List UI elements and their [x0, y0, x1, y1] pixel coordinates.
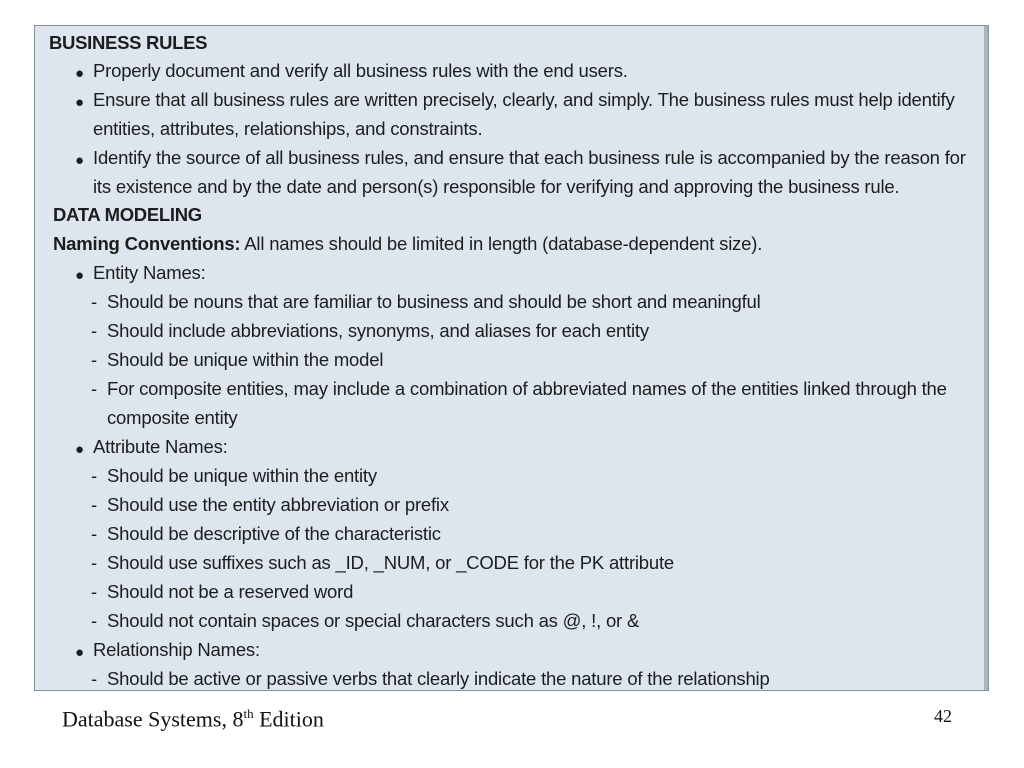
- dash-icon: -: [91, 494, 97, 515]
- data-modeling-heading: DATA MODELING: [53, 204, 202, 225]
- entity-rule-4-line-1: For composite entities, may include a combination of abbreviated names of the entities linked through the: [107, 378, 947, 399]
- footer-book-title: [62, 706, 324, 732]
- naming-conventions-text: All names should be limited in length (database-dependent size).: [240, 233, 763, 254]
- footer-title-sup: th: [243, 706, 254, 721]
- dash-icon: -: [91, 668, 97, 689]
- business-rule-3-line-1: Identify the source of all business rules, and ensure that each business rule is accompanied by the reason for: [93, 147, 966, 168]
- business-rule-3-line-2: its existence and by the date and person(s) responsible for verifying and approving the business rule.: [93, 176, 900, 197]
- dash-icon: -: [91, 581, 97, 602]
- business-rule-2-line-2: entities, attributes, relationships, and constraints.: [93, 118, 483, 139]
- page-number: 42: [934, 706, 952, 726]
- attribute-rule-1: Should be unique within the entity: [107, 465, 377, 486]
- attribute-rule-6: Should not contain spaces or special characters such as @, !, or &: [107, 610, 640, 631]
- dash-icon: -: [91, 552, 97, 573]
- entity-names-title: Entity Names:: [93, 262, 206, 283]
- relationship-names-title: Relationship Names:: [93, 639, 260, 660]
- bullet-icon: ●: [75, 65, 84, 82]
- footer-title-suffix: Edition: [253, 706, 324, 732]
- naming-conventions-line: [53, 233, 762, 255]
- dash-icon: -: [91, 610, 97, 631]
- attribute-rule-3: Should be descriptive of the characteristic: [107, 523, 441, 544]
- attribute-names-title: Attribute Names:: [93, 436, 228, 457]
- dash-icon: -: [91, 349, 97, 370]
- relationship-rule-1: Should be active or passive verbs that clearly indicate the nature of the relationship: [107, 668, 770, 689]
- attribute-rule-5: Should not be a reserved word: [107, 581, 354, 602]
- entity-rule-4-line-2: composite entity: [107, 407, 238, 428]
- business-rules-heading: BUSINESS RULES: [49, 32, 208, 53]
- entity-rule-2: Should include abbreviations, synonyms, and aliases for each entity: [107, 320, 649, 341]
- bullet-icon: ●: [75, 441, 84, 458]
- bullet-icon: ●: [75, 152, 84, 169]
- dash-icon: -: [91, 320, 97, 341]
- attribute-rule-2: Should use the entity abbreviation or prefix: [107, 494, 449, 515]
- attribute-rule-4: Should use suffixes such as _ID, _NUM, or _CODE for the PK attribute: [107, 552, 675, 573]
- entity-rule-1: Should be nouns that are familiar to business and should be short and meaningful: [107, 291, 761, 312]
- footer-title-prefix: Database Systems, 8: [62, 706, 244, 732]
- bullet-icon: ●: [75, 644, 84, 661]
- bullet-icon: ●: [75, 267, 84, 284]
- dash-icon: -: [91, 291, 97, 312]
- dash-icon: -: [91, 378, 97, 399]
- dash-icon: -: [91, 523, 97, 544]
- content-panel: [34, 25, 989, 691]
- entity-rule-3: Should be unique within the model: [107, 349, 384, 370]
- business-rule-1: Properly document and verify all business rules with the end users.: [93, 60, 628, 81]
- dash-icon: -: [91, 465, 97, 486]
- naming-conventions-label: Naming Conventions:: [53, 233, 241, 254]
- business-rule-2-line-1: Ensure that all business rules are written precisely, clearly, and simply. The business rules must help identify: [93, 89, 955, 110]
- bullet-icon: ●: [75, 94, 84, 111]
